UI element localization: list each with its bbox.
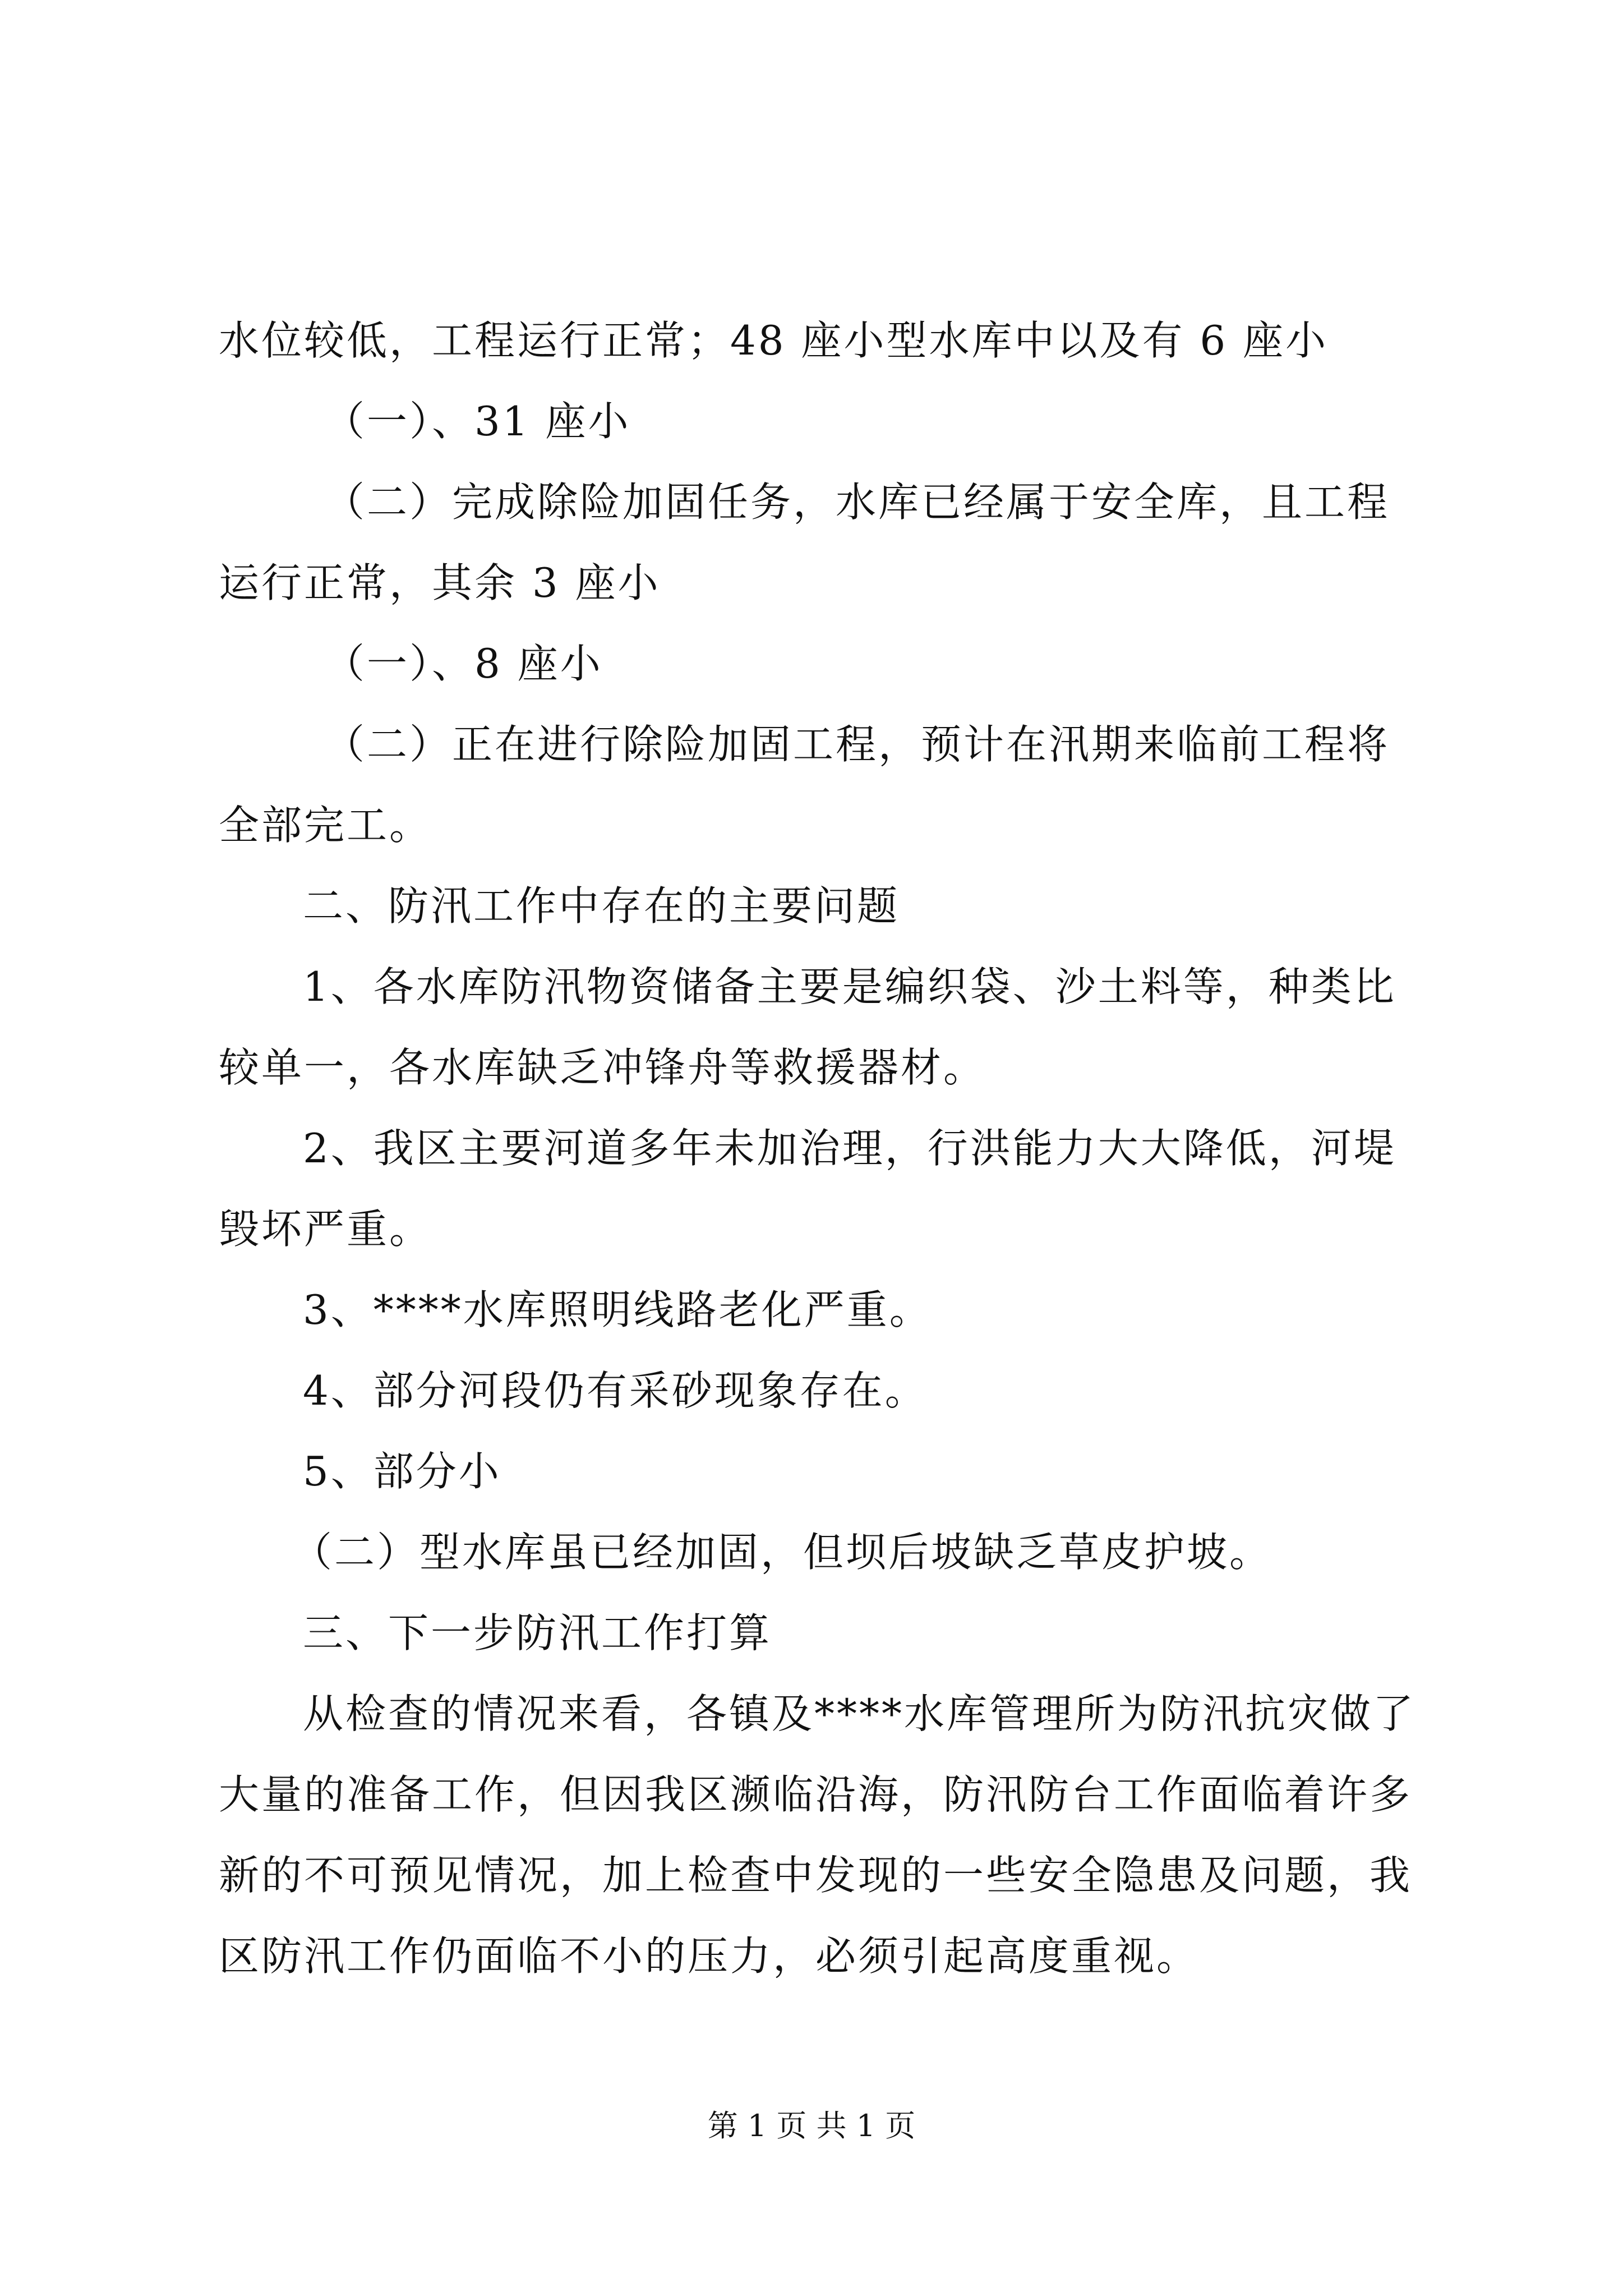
paragraph: 5、部分小 xyxy=(303,1448,501,1495)
paragraph: （一）、31 座小 xyxy=(324,398,631,445)
paragraph: （一）、8 座小 xyxy=(324,640,603,687)
paragraph: （二）完成除险加固任务，水库已经属于安全库，且工程运行正常，其余 3 座小 xyxy=(219,478,1390,606)
section-heading: 三、下一步防汛工作打算 xyxy=(303,1609,772,1657)
paragraph: 3、****水库照明线路老化严重。 xyxy=(303,1286,932,1333)
paragraph: 从检查的情况来看，各镇及****水库管理所为防汛抗灾做了大量的准备工作，但因我区濒临沿海，防汛防台工作面临着许多新的不可预见情况，加上检查中发现的一些安全隐患及问题，我区防汛工作仍面临不小的压力，必须引起高度重视。 xyxy=(219,1690,1416,1980)
paragraph: （二）正在进行除险加固工程，预计在汛期来临前工程将全部完工。 xyxy=(219,721,1390,849)
document-body xyxy=(219,300,1430,1996)
paragraph: 水位较低，工程运行正常；48 座小型水库中以及有 6 座小 xyxy=(219,317,1329,364)
paragraph: 1、各水库防汛物资储备主要是编织袋、沙土料等，种类比较单一，各水库缺乏冲锋舟等救援器材。 xyxy=(219,963,1396,1091)
paragraph: 2、我区主要河道多年未加治理，行洪能力大大降低，河堤毁坏严重。 xyxy=(219,1125,1396,1253)
page-footer: 第 1 页 共 1 页 xyxy=(707,2108,916,2143)
section-heading: 二、防汛工作中存在的主要问题 xyxy=(303,882,900,930)
paragraph: 4、部分河段仍有采砂现象存在。 xyxy=(303,1367,928,1414)
paragraph: （二）型水库虽已经加固，但坝后坡缺乏草皮护坡。 xyxy=(292,1529,1272,1576)
